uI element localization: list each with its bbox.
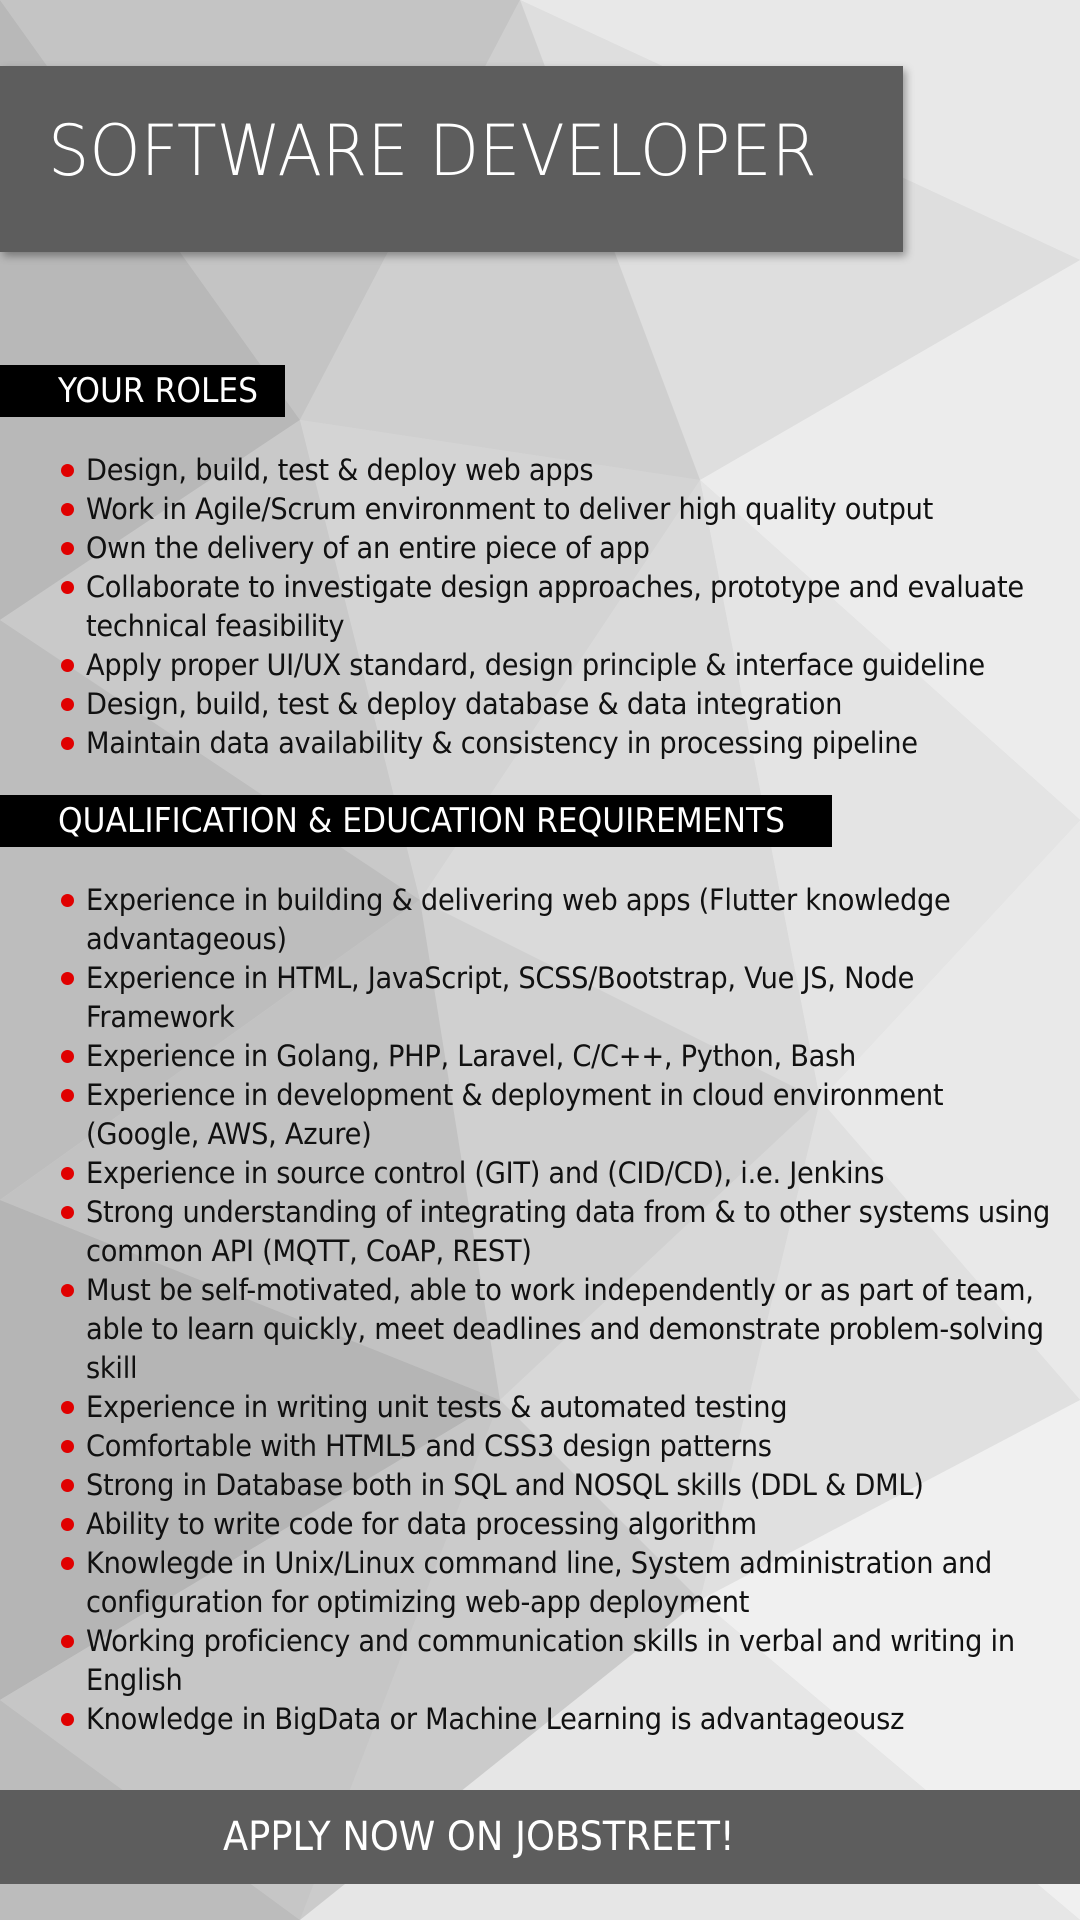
list-item: Knowledge in BigData or Machine Learning is advantageousz — [58, 1700, 1048, 1739]
qualifications-heading: QUALIFICATION & EDUCATION REQUIREMENTS — [58, 801, 785, 841]
bullet-dot-icon — [61, 1479, 74, 1492]
list-item: Design, build, test & deploy web apps — [58, 451, 1048, 490]
list-item: Ability to write code for data processing algorithm — [58, 1505, 1048, 1544]
bullet-dot-icon — [61, 1557, 74, 1570]
list-item: Comfortable with HTML5 and CSS3 design patterns — [58, 1427, 1048, 1466]
list-item: Apply proper UI/UX standard, design principle & interface guideline — [58, 646, 1048, 685]
bullet-dot-icon — [61, 1401, 74, 1414]
bullet-dot-icon — [61, 464, 74, 477]
list-item: Work in Agile/Scrum environment to deliver high quality output — [58, 490, 1048, 529]
list-item: Collaborate to investigate design approaches, prototype and evaluate technical feasibility — [58, 568, 1048, 646]
page-title: SOFTWARE DEVELOPER — [48, 110, 817, 192]
bullet-dot-icon — [61, 1518, 74, 1531]
roles-section-header — [0, 365, 285, 417]
bullet-dot-icon — [61, 1713, 74, 1726]
list-item: Experience in building & delivering web apps (Flutter knowledge advantageous) — [58, 881, 1048, 959]
roles-list — [58, 451, 1048, 763]
bullet-dot-icon — [61, 972, 74, 985]
bullet-dot-icon — [61, 503, 74, 516]
bullet-dot-icon — [61, 1167, 74, 1180]
bullet-dot-icon — [61, 737, 74, 750]
bullet-dot-icon — [61, 1050, 74, 1063]
list-item: Experience in writing unit tests & automated testing — [58, 1388, 1048, 1427]
list-item: Working proficiency and communication skills in verbal and writing in English — [58, 1622, 1048, 1700]
title-banner — [0, 66, 903, 252]
bullet-dot-icon — [61, 1089, 74, 1102]
list-item: Design, build, test & deploy database & data integration — [58, 685, 1048, 724]
list-item: Experience in HTML, JavaScript, SCSS/Bootstrap, Vue JS, Node Framework — [58, 959, 1048, 1037]
list-item: Strong understanding of integrating data from & to other systems using common API (MQTT, CoAP, REST) — [58, 1193, 1048, 1271]
bullet-dot-icon — [61, 1284, 74, 1297]
apply-cta-text: APPLY NOW ON JOBSTREET! — [223, 1814, 735, 1860]
list-item: Maintain data availability & consistency in processing pipeline — [58, 724, 1048, 763]
qualifications-section-header — [0, 795, 832, 847]
list-item: Experience in development & deployment in cloud environment (Google, AWS, Azure) — [58, 1076, 1048, 1154]
list-item: Experience in source control (GIT) and (CID/CD), i.e. Jenkins — [58, 1154, 1048, 1193]
bullet-dot-icon — [61, 581, 74, 594]
qualifications-list — [58, 881, 1051, 1739]
bullet-dot-icon — [61, 698, 74, 711]
list-item: Own the delivery of an entire piece of app — [58, 529, 1048, 568]
roles-heading: YOUR ROLES — [58, 371, 258, 411]
list-item: Knowlegde in Unix/Linux command line, System administration and configuration for optimizing web-app deployment — [58, 1544, 1048, 1622]
bullet-dot-icon — [61, 1440, 74, 1453]
list-item: Must be self-motivated, able to work independently or as part of team, able to learn quickly, meet deadlines and demonstrate problem-solving skill — [58, 1271, 1048, 1388]
bullet-dot-icon — [61, 1635, 74, 1648]
bullet-dot-icon — [61, 542, 74, 555]
bullet-dot-icon — [61, 1206, 74, 1219]
bullet-dot-icon — [61, 659, 74, 672]
list-item: Experience in Golang, PHP, Laravel, C/C++, Python, Bash — [58, 1037, 1048, 1076]
bullet-dot-icon — [61, 894, 74, 907]
list-item: Strong in Database both in SQL and NOSQL skills (DDL & DML) — [58, 1466, 1048, 1505]
apply-banner — [0, 1790, 1080, 1884]
